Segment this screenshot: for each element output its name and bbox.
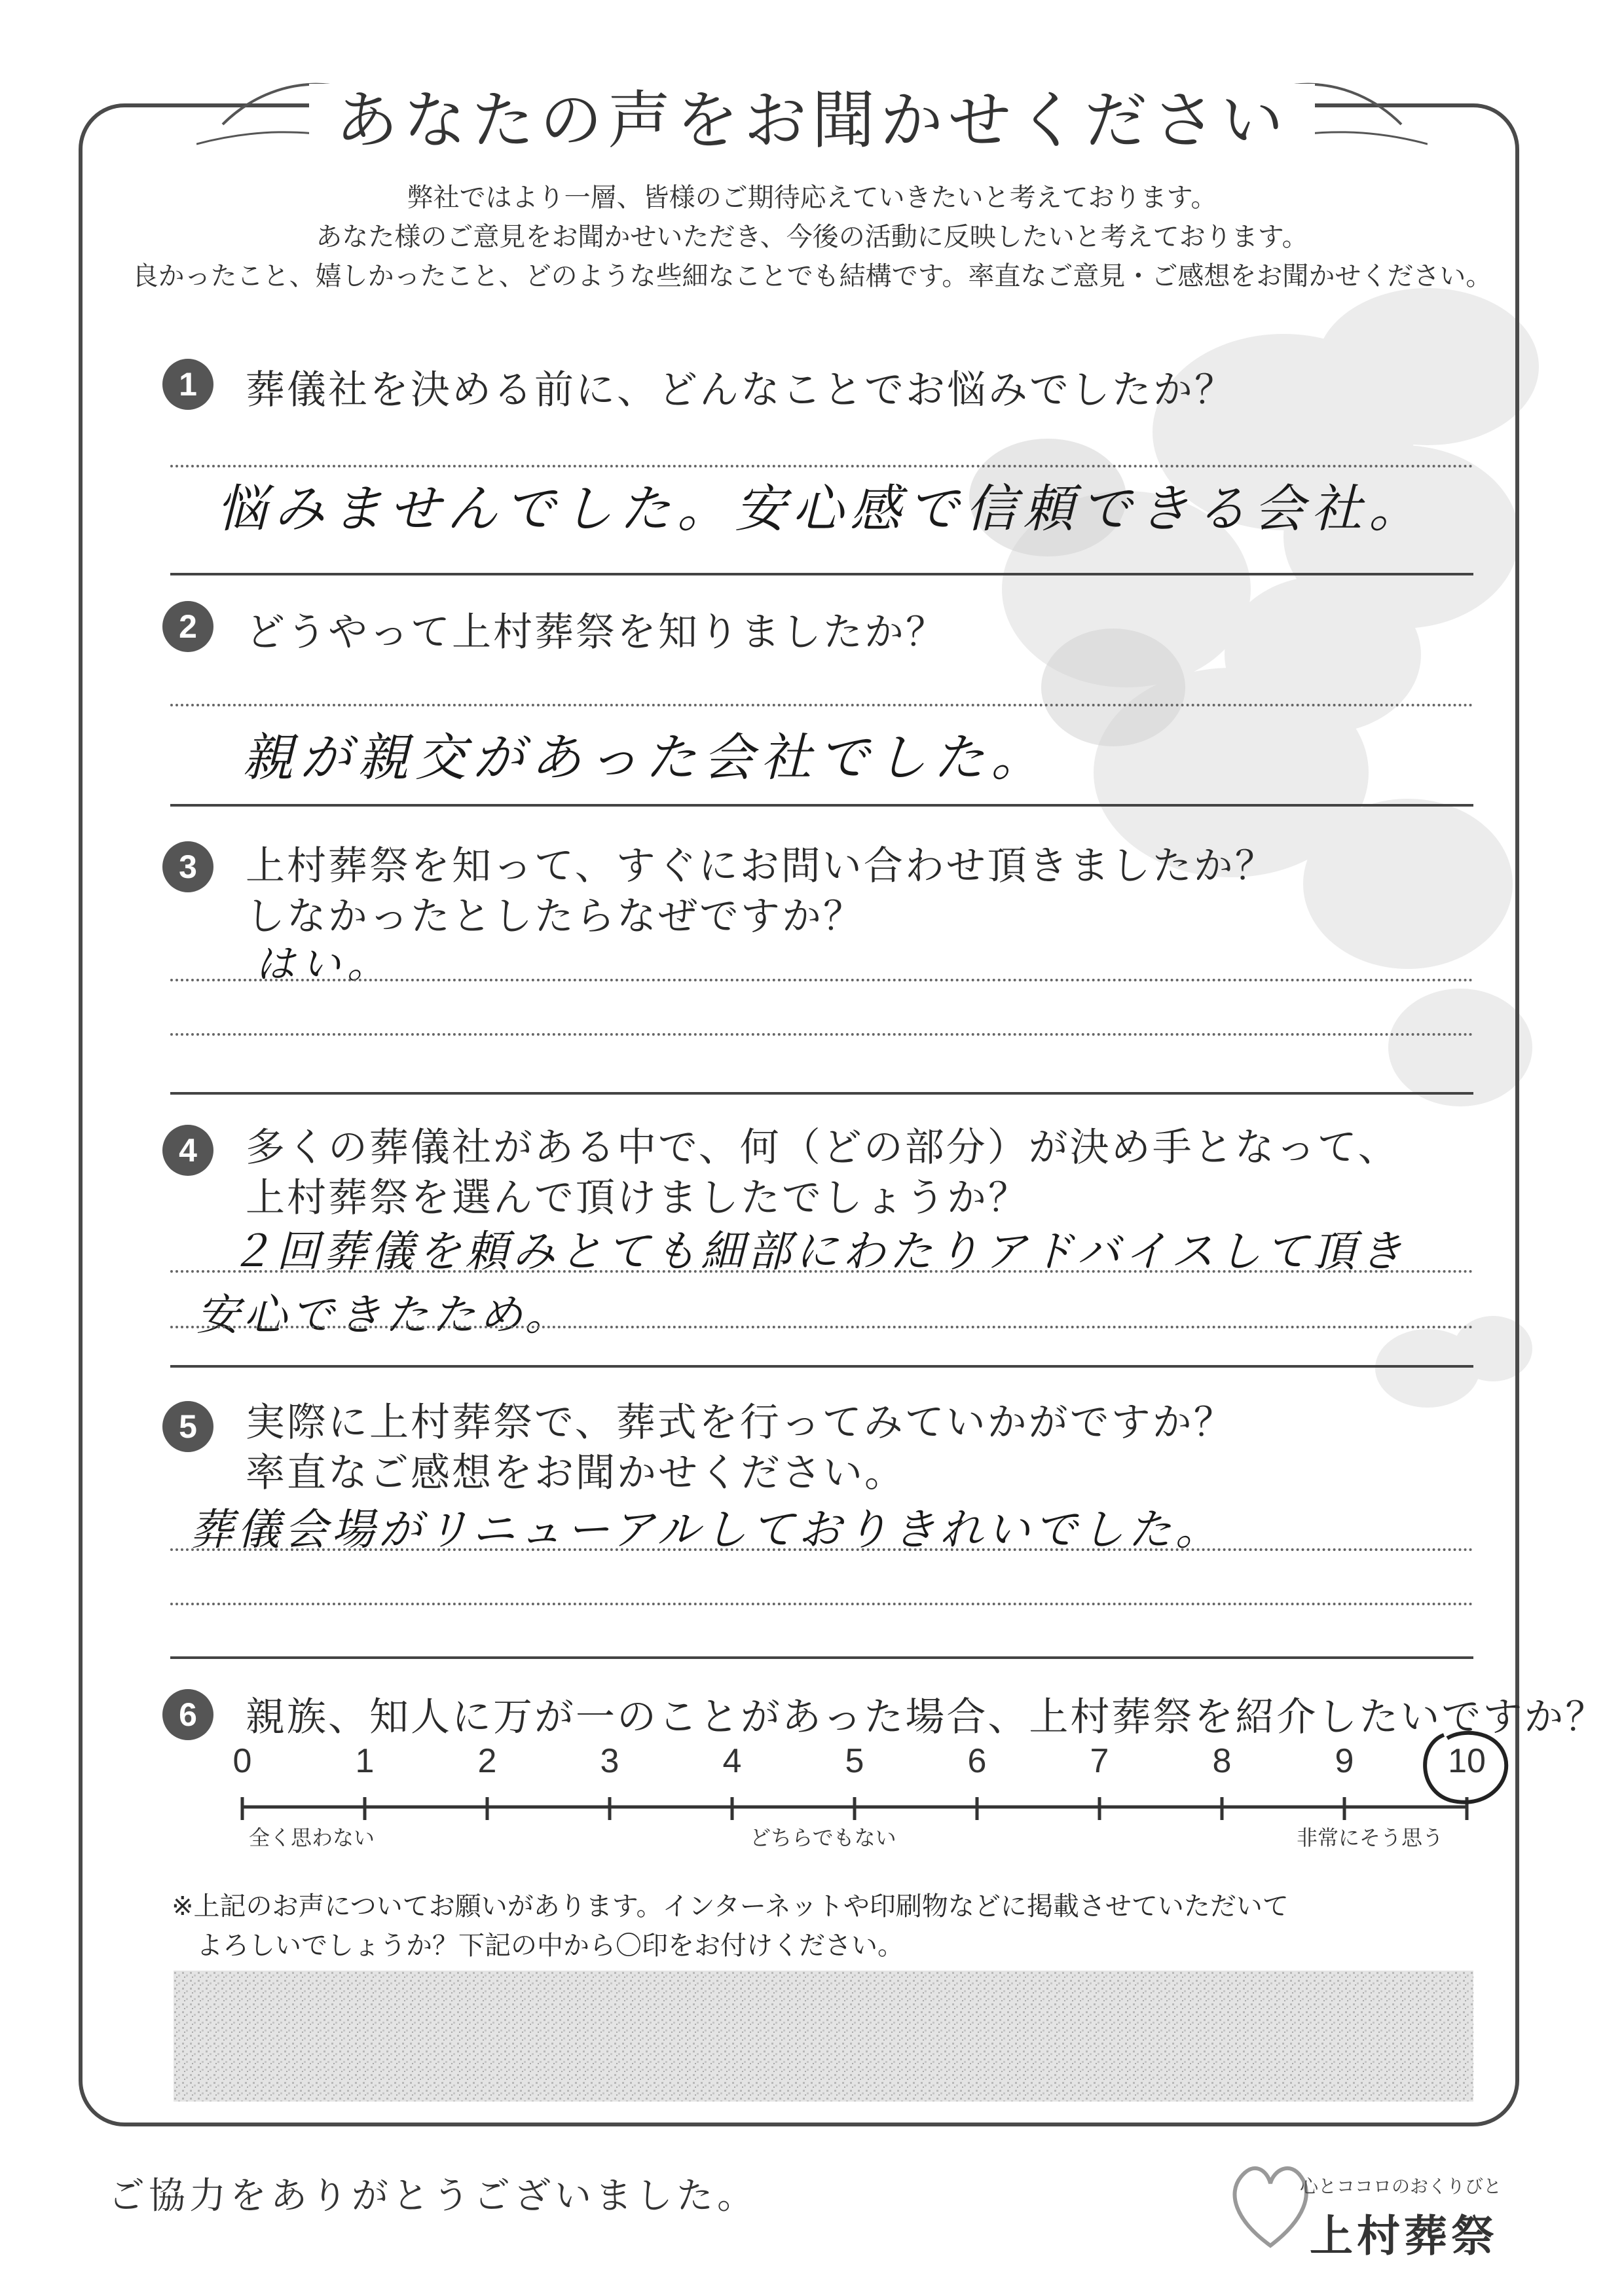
question-5-line-1: 実際に上村葬祭で、葬式を行ってみていかがですか？ <box>246 1400 1235 1446</box>
answer-line <box>170 1326 1473 1328</box>
answer-line <box>170 1603 1473 1605</box>
scale-label-4: 4 <box>722 1742 742 1780</box>
answer-4-line-2: 安心できたため。 <box>196 1290 572 1340</box>
scale-label-9: 9 <box>1335 1742 1354 1780</box>
page-title: あなたの声をお聞かせください <box>0 71 1624 160</box>
question-number-2: 2 <box>162 601 213 652</box>
section-divider <box>170 1092 1473 1095</box>
redacted-area <box>174 1971 1473 2102</box>
question-number-1: 1 <box>162 359 213 410</box>
scale-label-10: 10 <box>1448 1742 1486 1780</box>
company-logo-name: 上村葬祭 <box>1310 2211 1498 2261</box>
question-number-6: 6 <box>162 1689 213 1740</box>
answer-5: 葬儀会場がリニューアルしておりきれいでした。 <box>190 1504 1223 1555</box>
question-3-line-2: しなかったとしたらなぜですか？ <box>246 894 864 939</box>
logo-tagline: 心とココロのおくりびと <box>1300 2176 1502 2197</box>
section-divider <box>170 1365 1473 1368</box>
scale-caption-middle: どちらでもない <box>750 1825 896 1850</box>
question-number-4: 4 <box>162 1125 213 1176</box>
scale-label-2: 2 <box>477 1742 497 1780</box>
intro-line-1: 弊社ではより一層、皆様のご期待応えていきたいと考えております。 <box>407 183 1217 213</box>
scale-label-7: 7 <box>1090 1742 1109 1780</box>
answer-line <box>170 1548 1473 1551</box>
intro-line-3: 良かったこと、嬉しかったこと、どのような些細なことでも結構です。率直なご意見・ご感想をお聞かせください。 <box>132 261 1492 291</box>
selected-rating-circle <box>1418 1725 1522 1810</box>
question-4-line-2: 上村葬祭を選んで頂けましたでしょうか？ <box>246 1175 1029 1221</box>
intro-line-2: あなた様のご意見をお聞かせいただき、今後の活動に反映したいと考えております。 <box>316 222 1308 252</box>
section-divider <box>170 573 1473 575</box>
scale-caption-left: 全く思わない <box>249 1825 375 1850</box>
answer-line <box>170 979 1473 981</box>
question-2-text: どうやって上村葬祭を知りましたか？ <box>246 610 947 655</box>
section-divider <box>170 1656 1473 1659</box>
question-5-line-2: 率直なご感想をお聞かせください。 <box>246 1450 906 1496</box>
permission-note-line-1: ※上記のお声についてお願いがあります。インターネットや印刷物などに掲載させていただいて <box>172 1891 1289 1922</box>
question-6-text: 親族、知人に万が一のことがあった場合、上村葬祭を紹介したいですか？ <box>246 1694 1607 1740</box>
heart-logo-icon <box>1228 2154 1313 2252</box>
answer-4-line-1: ２回葬儀を頼みとても細部にわたりアドバイスして頂き <box>229 1226 1407 1277</box>
scale-label-1: 1 <box>355 1742 375 1780</box>
section-divider <box>170 804 1473 807</box>
scale-label-6: 6 <box>967 1742 987 1780</box>
answer-line <box>170 465 1473 467</box>
scale-label-0: 0 <box>232 1742 252 1780</box>
question-number-5: 5 <box>162 1401 213 1452</box>
question-1-text: 葬儀社を決める前に、どんなことでお悩みでしたか？ <box>246 367 1236 413</box>
answer-3: はい。 <box>255 941 393 987</box>
scale-label-8: 8 <box>1212 1742 1232 1780</box>
answer-2: 親が親交があった会社でした。 <box>242 729 1049 788</box>
scale-label-3: 3 <box>600 1742 619 1780</box>
permission-note-line-2: よろしいでしょうか？下記の中から〇印をお付けください。 <box>196 1931 904 1961</box>
answer-line <box>170 704 1473 706</box>
question-number-3: 3 <box>162 841 213 892</box>
answer-line <box>170 1270 1473 1273</box>
question-4-line-1: 多くの葬儀社がある中で、何（どの部分）が決め手となって、 <box>246 1125 1399 1171</box>
footer-thanks: ご協力をありがとうございました。 <box>108 2175 758 2217</box>
scale-caption-right: 非常にそう思う <box>1297 1825 1444 1850</box>
scale-label-5: 5 <box>845 1742 864 1780</box>
answer-1: 悩みませんでした。安心感で信頼できる会社。 <box>216 480 1427 539</box>
answer-line <box>170 1033 1473 1036</box>
question-3-line-1: 上村葬祭を知って、すぐにお問い合わせ頂きましたか？ <box>246 843 1276 889</box>
